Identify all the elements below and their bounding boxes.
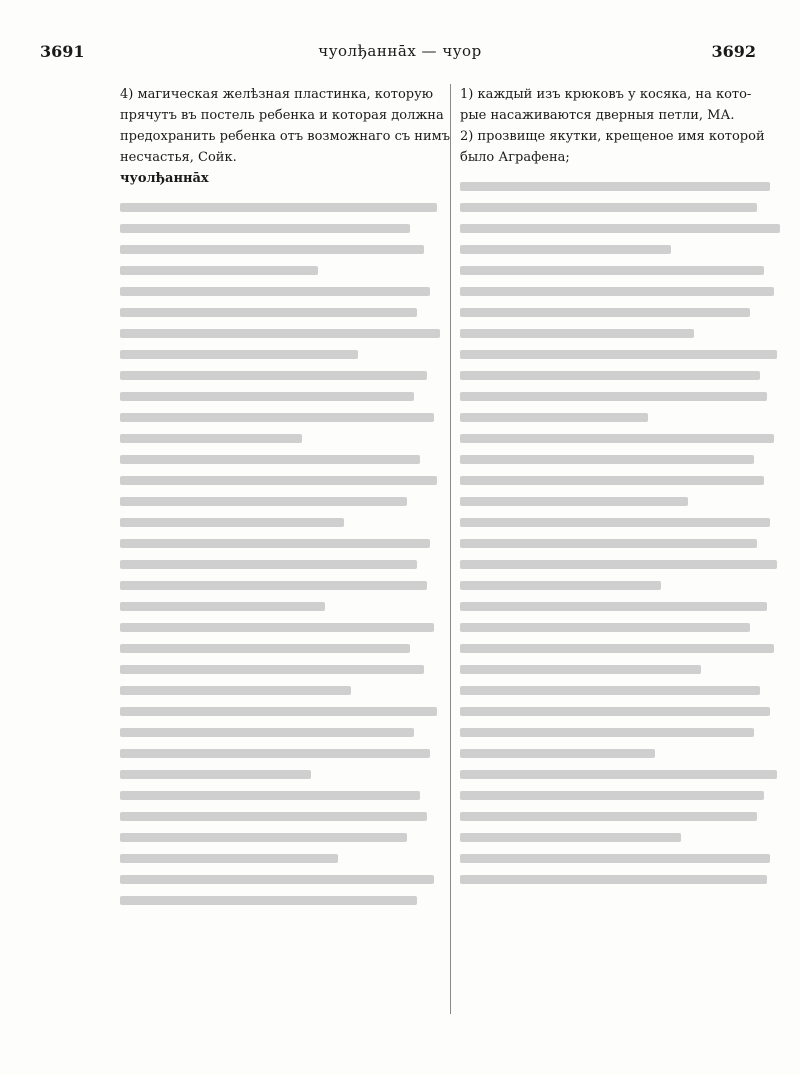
entry-line: предохранить ребенка отъ возможнаго съ нимъ <box>120 129 450 144</box>
entry-line: несчастья, Сойк. <box>120 150 237 165</box>
column-divider <box>450 84 451 1014</box>
page-number-left: 3691 <box>40 42 85 61</box>
right-column-body-placeholder <box>460 182 790 884</box>
right-column <box>460 84 790 1014</box>
entry-line: 1) каждый изъ крюковъ у косяка, на кото- <box>460 87 752 102</box>
page-number-right: 3692 <box>711 42 756 61</box>
left-column <box>120 84 450 1014</box>
entry-line: 2) прозвище якутки, крещеное имя которой <box>460 129 765 144</box>
entry-line: было Аграфена; <box>460 150 570 165</box>
entry-line: прячутъ въ постель ребенка и которая должна <box>120 108 444 123</box>
entry-headword: чуолђаннāх <box>120 171 209 186</box>
left-column-body-placeholder <box>120 203 450 905</box>
entry-line: рые насаживаются дверныя петли, МА. <box>460 108 735 123</box>
entry-line: 4) магическая желѣзная пластинка, которую <box>120 87 434 102</box>
running-head: чуолђаннāх — чуор <box>318 42 482 60</box>
